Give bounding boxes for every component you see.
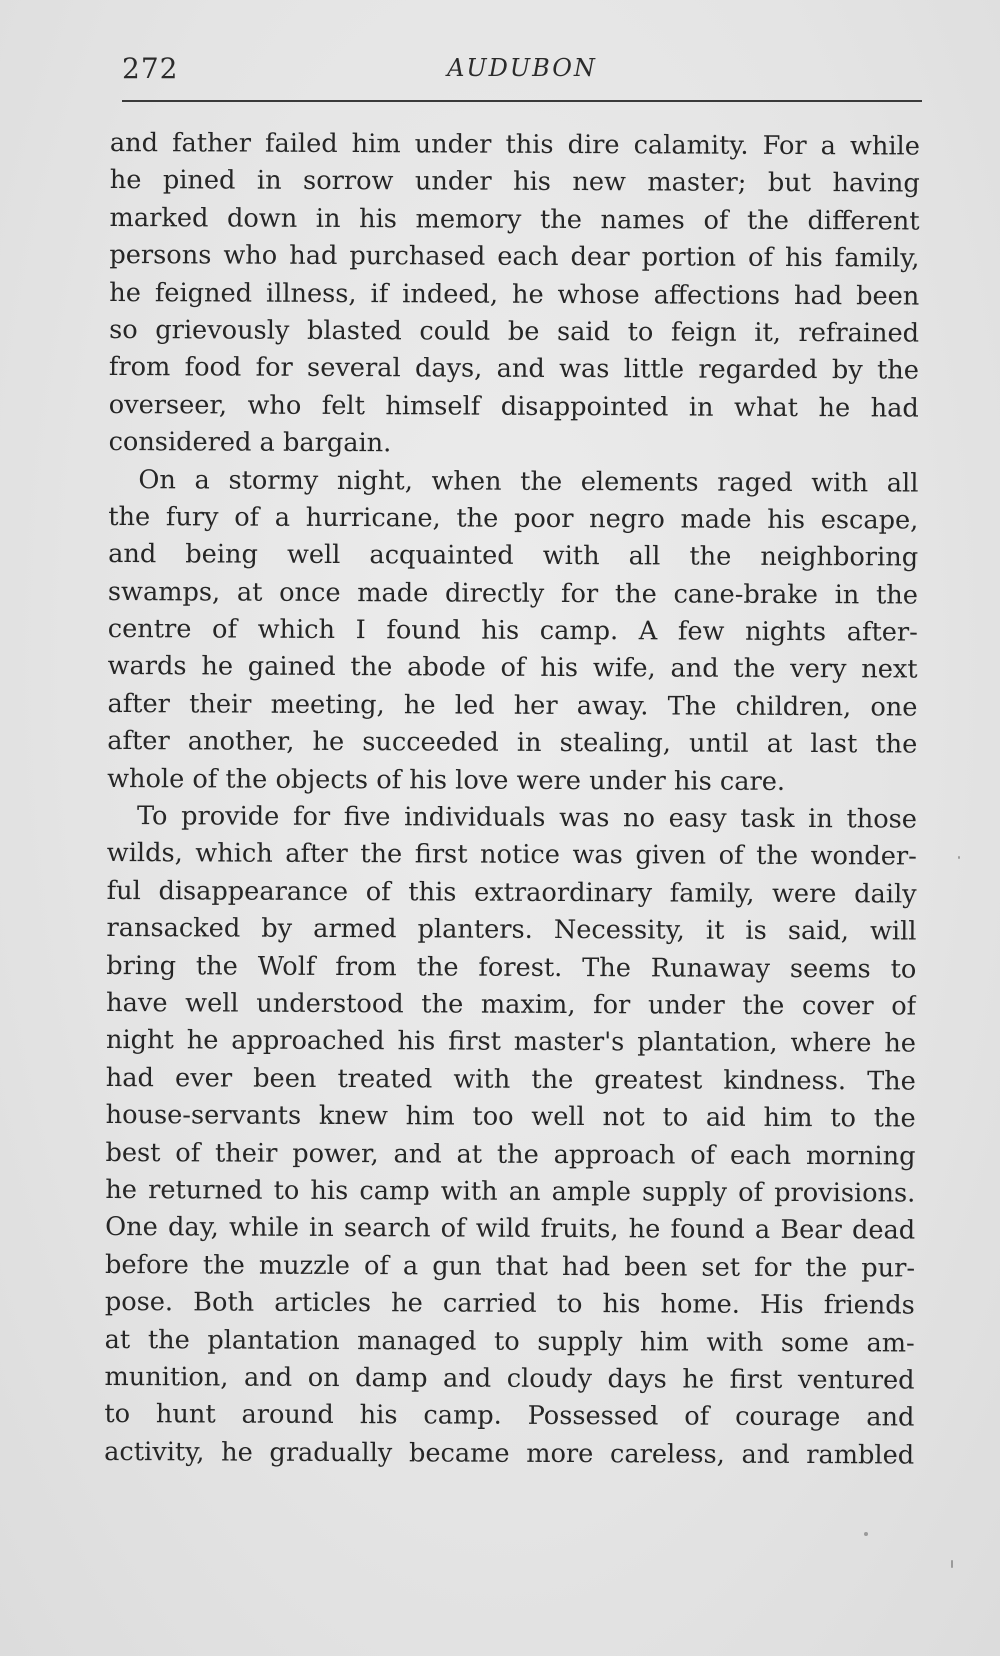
text-line: One day, while in search of wild fruits, he found a Bear dead bbox=[105, 1212, 916, 1246]
body-text bbox=[104, 125, 920, 1475]
text-line: considered a bargain. bbox=[108, 427, 392, 459]
text-line: house-servants knew him too well not to aid him to the bbox=[105, 1100, 916, 1134]
text-line: On a stormy night, when the elements raged with all bbox=[138, 464, 919, 499]
page-number: 272 bbox=[122, 52, 179, 85]
text-line: To provide for five individuals was no easy task in those bbox=[136, 801, 918, 835]
text-line: the fury of a hurricane, the poor negro made his escape, bbox=[108, 501, 919, 536]
text-line: after another, he succeeded in stealing, until at last the bbox=[107, 726, 918, 760]
text-line: activity, he gradually became more careless, and rambled bbox=[104, 1436, 915, 1471]
text-line: before the muzzle of a gun that had been set for the pur- bbox=[104, 1249, 916, 1284]
text-line: swamps, at once made directly for the cane-brake in the bbox=[107, 576, 919, 611]
running-title: AUDUBON bbox=[447, 54, 597, 82]
text-line: from food for several days, and was little regarded by the bbox=[108, 352, 920, 386]
text-line: pose. Both articles he carried to his home. His friends bbox=[104, 1287, 915, 1321]
text-line: night he approached his first master's plantation, where he bbox=[105, 1025, 917, 1059]
paper-speck bbox=[951, 1560, 953, 1568]
text-line: at the plantation managed to supply him with some am- bbox=[104, 1324, 915, 1359]
text-line: so grievously blasted could be said to feign it, refrained bbox=[109, 314, 920, 349]
text-line: to hunt around his camp. Possessed of courage and bbox=[104, 1399, 915, 1433]
text-line: overseer, who felt himself disappointed in what he had bbox=[108, 389, 919, 424]
page-header bbox=[122, 46, 922, 90]
text-line: ransacked by armed planters. Necessity, it is said, will bbox=[106, 913, 917, 947]
text-line: marked down in his memory the names of the different bbox=[109, 202, 920, 237]
text-line: he pined in sorrow under his new master; but having bbox=[109, 165, 920, 199]
text-line: and father failed him under this dire calamity. For a while bbox=[109, 127, 920, 162]
text-line: after their meeting, he led her away. The children, one bbox=[107, 688, 918, 723]
text-line: best of their power, and at the approach of each morning bbox=[105, 1137, 916, 1172]
text-line: whole of the objects of his love were under his care. bbox=[107, 763, 786, 797]
text-line: have well understood the maxim, for under the cover of bbox=[106, 987, 917, 1022]
text-line: ful disappearance of this extraordinary family, were daily bbox=[106, 875, 917, 910]
text-line: centre of which I found his camp. A few nights after- bbox=[107, 614, 918, 648]
text-line: had ever been treated with the greatest kindness. The bbox=[105, 1062, 916, 1097]
text-line: persons who had purchased each dear portion of his family, bbox=[109, 240, 920, 274]
text-line: wilds, which after the first notice was given of the wonder- bbox=[106, 838, 917, 872]
paper-speck bbox=[958, 856, 960, 859]
text-line: he returned to his camp with an ample supply of provisions. bbox=[105, 1174, 916, 1209]
text-line: wards he gained the abode of his wife, and the very next bbox=[107, 651, 918, 685]
text-line: munition, and on damp and cloudy days he first ventured bbox=[104, 1361, 915, 1396]
paper-speck bbox=[864, 1532, 868, 1536]
text-line: and being well acquainted with all the neighboring bbox=[108, 539, 919, 573]
text-line: he feigned illness, if indeed, he whose affections had been bbox=[109, 277, 920, 312]
text-line: bring the Wolf from the forest. The Runaway seems to bbox=[106, 950, 917, 985]
header-rule bbox=[122, 100, 922, 102]
